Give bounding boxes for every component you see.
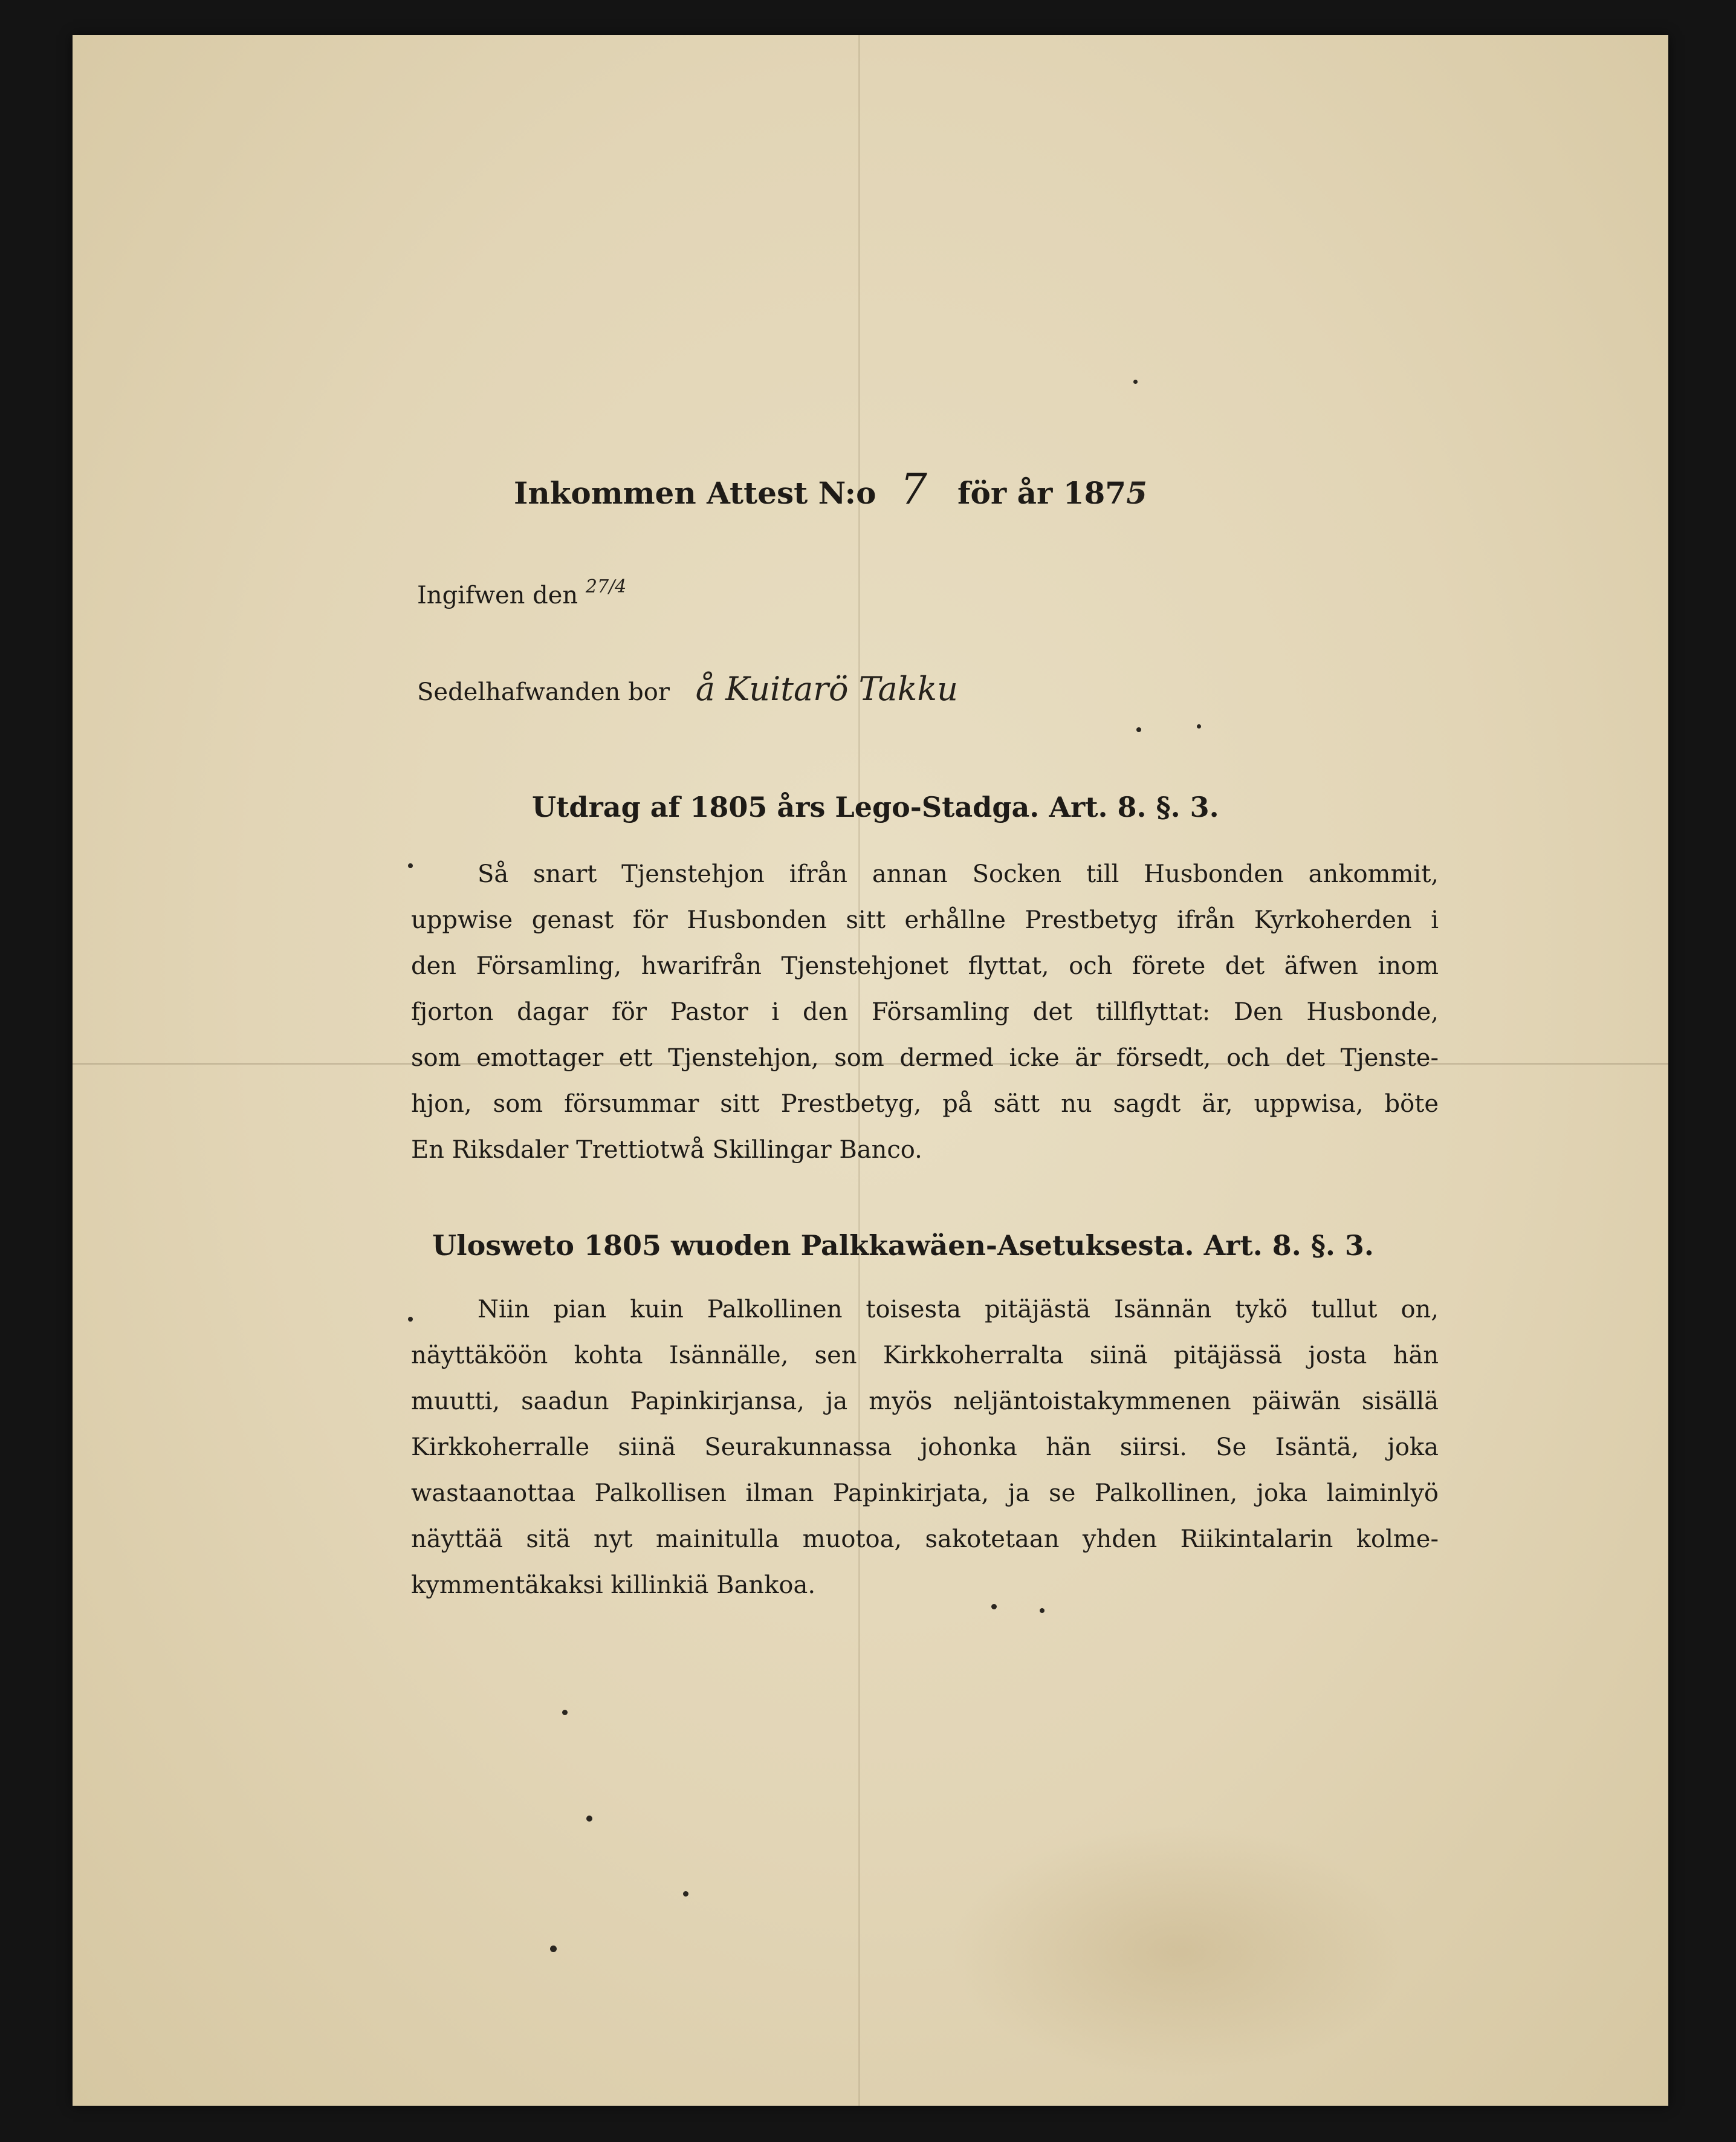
paragraph-line: fjorton dagar för Pastor i den Församling det tillflyttat: Den Husbonde,: [411, 998, 1439, 1026]
ink-speck: [1133, 380, 1138, 384]
paragraph-line: näyttäköön kohta Isännälle, sen Kirkkoherralta siinä pitäjässä josta hän: [411, 1342, 1439, 1369]
year-prefix: för år 187: [957, 475, 1127, 511]
water-stain: [949, 1825, 1408, 2079]
holder-value: å Kuitarö Takku: [695, 670, 958, 708]
ink-speck: [683, 1891, 688, 1897]
paragraph-line: den Församling, hwarifrån Tjenstehjonet flyttat, och förete det äfwen inom: [411, 952, 1439, 980]
ink-speck: [1197, 724, 1201, 729]
paragraph-line: Så snart Tjenstehjon ifrån annan Socken till Husbonden ankommit,: [478, 860, 1439, 888]
swedish-paragraph: [411, 851, 1439, 1173]
document-sheet: [73, 35, 1668, 2106]
paragraph-line: kymmentäkaksi killinkiä Bankoa.: [411, 1571, 816, 1599]
paragraph-line: Kirkkoherralle siinä Seurakunnassa johonka hän siirsi. Se Isäntä, joka: [411, 1433, 1439, 1461]
certificate-number: 7: [900, 464, 927, 514]
ink-speck: [1040, 1608, 1045, 1613]
paragraph-line: som emottager ett Tjenstehjon, som dermed icke är försedt, och det Tjenste-: [411, 1044, 1439, 1072]
paragraph-line: uppwise genast för Husbonden sitt erhållne Prestbetyg ifrån Kyrkoherden i: [411, 906, 1439, 934]
ink-speck: [1136, 727, 1141, 732]
paragraph-line: Niin pian kuin Palkollinen toisesta pitäjästä Isännän tykö tullut on,: [478, 1296, 1439, 1323]
ink-speck: [586, 1816, 592, 1822]
submitted-label: Ingifwen den: [417, 582, 578, 609]
ink-speck: [562, 1710, 568, 1715]
holder-field: [417, 670, 958, 708]
finnish-heading: Ulosweto 1805 wuoden Palkkawäen-Asetuksesta. Art. 8. §. 3.: [432, 1229, 1374, 1262]
title-prefix: Inkommen Attest N:o: [514, 475, 876, 511]
submitted-field: [417, 576, 626, 609]
finnish-paragraph: [411, 1287, 1439, 1608]
submitted-value: 27/4: [585, 576, 627, 597]
ink-speck: [550, 1946, 557, 1952]
paragraph-line: näyttää sitä nyt mainitulla muotoa, sakotetaan yhden Riikintalarin kolme-: [411, 1525, 1439, 1553]
paragraph-line: wastaanottaa Palkollisen ilman Papinkirjata, ja se Palkollinen, joka laiminlyö: [411, 1479, 1439, 1507]
certificate-title: [514, 464, 1147, 514]
holder-label: Sedelhafwanden bor: [417, 678, 670, 706]
swedish-heading: Utdrag af 1805 års Lego-Stadga. Art. 8. §. 3.: [532, 791, 1219, 823]
paragraph-line: muutti, saadun Papinkirjansa, ja myös neljäntoistakymmenen päiwän sisällä: [411, 1387, 1439, 1415]
paragraph-line: En Riksdaler Trettiotwå Skillingar Banco.: [411, 1136, 922, 1164]
year-suffix: 5: [1126, 475, 1147, 511]
paragraph-line: hjon, som försummar sitt Prestbetyg, på sätt nu sagdt är, uppwisa, böte: [411, 1090, 1439, 1118]
